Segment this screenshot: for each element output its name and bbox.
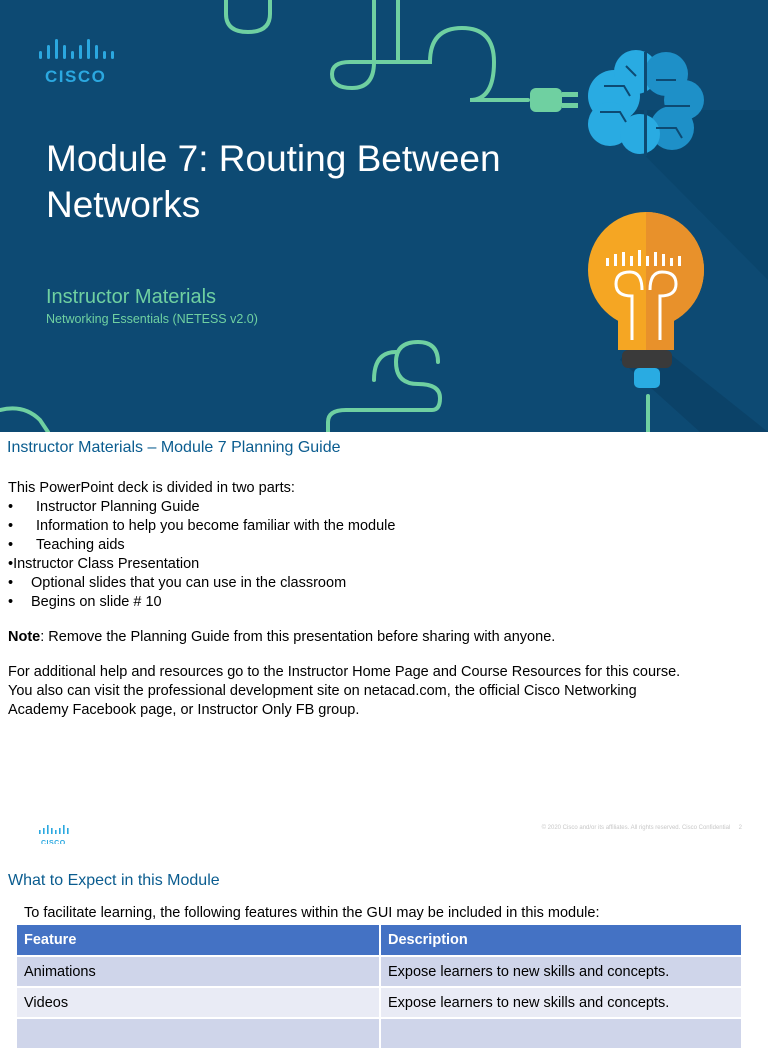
cisco-logo (37, 37, 117, 87)
table-row (17, 987, 742, 1018)
features-table (17, 925, 743, 1048)
additional-help-text: For additional help and resources go to the Instructor Home Page and Course Resources for this course. You also can visit the professional development site on netacad.com, the official Cisco Networking Academy Facebook page, or Instructor Only FB group. (8, 664, 681, 718)
bullet-item: • Optional slides that you can use in the classroom (8, 575, 347, 591)
slide-heading: What to Expect in this Module (8, 872, 220, 889)
note-text: Note: Remove the Planning Guide from this presentation before sharing with anyone. (8, 629, 556, 645)
cisco-bars-icon (37, 37, 117, 65)
table-cell: Expose learners to new skills and concepts. (380, 956, 742, 987)
bullet-item: • Begins on slide # 10 (8, 594, 162, 610)
table-row (17, 956, 742, 987)
slide-subtitle: Instructor Materials (46, 286, 217, 308)
page-number: 2 (738, 825, 742, 831)
course-name: Networking Essentials (NETESS v2.0) (46, 312, 258, 326)
table-cell: Expose learners to new skills and concepts. (380, 987, 742, 1018)
cisco-wordmark: CISCO (45, 67, 107, 86)
module-expectations-slide (0, 844, 768, 1024)
bullet-item: • Instructor Planning Guide (8, 499, 200, 515)
table-cell: Videos (17, 987, 380, 1018)
table-header-row (17, 925, 742, 956)
table-cell (17, 1018, 380, 1048)
note-label: Note (8, 629, 41, 645)
slide-body (8, 479, 688, 720)
cisco-bars-icon (38, 825, 72, 835)
bullet-item: • Information to help you become familiar with the module (8, 518, 396, 534)
table-cell: Animations (17, 956, 380, 987)
copyright-text: © 2020 Cisco and/or its affiliates. All rights reserved. Cisco Confidential 2 (541, 825, 742, 831)
slide-title: Module 7: Routing Between Networks (46, 138, 501, 225)
column-header: Feature (17, 925, 380, 956)
slide-heading: Instructor Materials – Module 7 Planning Guide (7, 439, 341, 456)
title-slide (0, 0, 768, 432)
planning-guide-slide (0, 432, 768, 844)
intro-text: To facilitate learning, the following features within the GUI may be included in this module: (24, 905, 600, 921)
intro-text: This PowerPoint deck is divided in two parts: (8, 480, 295, 496)
bullet-item: • Teaching aids (8, 537, 125, 553)
table-cell (380, 1018, 742, 1048)
column-header: Description (380, 925, 742, 956)
part2-heading: •Instructor Class Presentation (8, 556, 200, 572)
table-row (17, 1018, 742, 1048)
